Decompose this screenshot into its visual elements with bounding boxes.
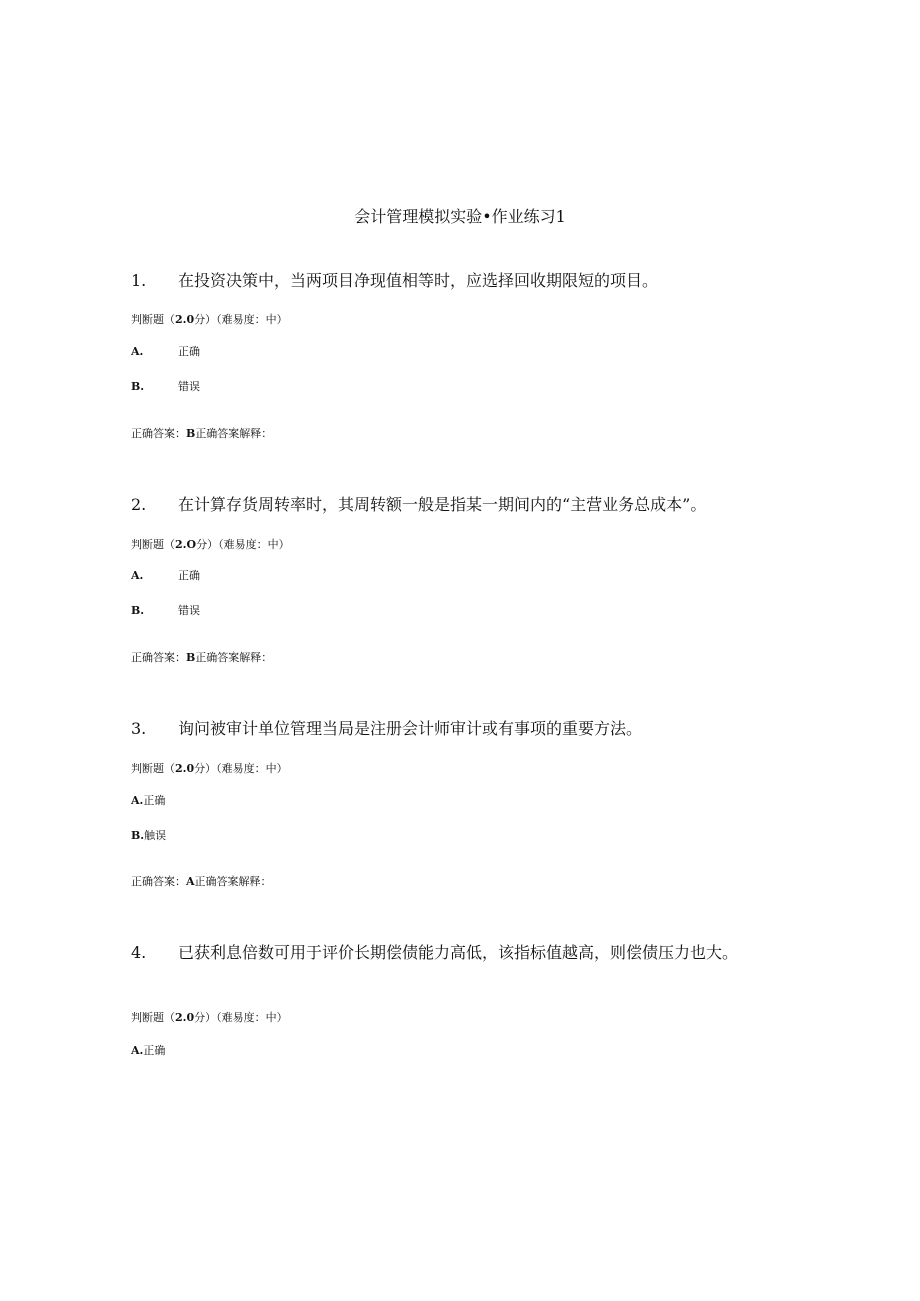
question-1-option-a[interactable] [131, 344, 200, 360]
question-3-option-a[interactable] [131, 793, 165, 809]
answer-value: A [186, 875, 195, 888]
explanation-label: 正确答案解释： [195, 651, 273, 664]
question-difficulty: 分）（难易度：中） [194, 1011, 288, 1024]
question-difficulty: 分）（难易度：中） [194, 762, 288, 775]
question-number: 4. [131, 943, 147, 962]
option-letter: A. [131, 794, 144, 807]
question-3-option-b[interactable] [131, 828, 166, 844]
question-number: 2. [131, 495, 147, 514]
question-type: 判断题（ [131, 538, 175, 551]
option-text: 正确 [178, 569, 200, 582]
question-1 [131, 268, 771, 294]
question-1-answer [131, 426, 272, 442]
option-text: 正确 [143, 794, 166, 807]
question-4-option-a[interactable] [131, 1043, 165, 1059]
option-text: 触误 [144, 829, 167, 842]
question-type: 判断题（ [131, 762, 175, 775]
question-2-option-b[interactable] [131, 603, 200, 619]
question-2-meta [131, 537, 290, 553]
explanation-label: 正确答案解释： [194, 875, 272, 888]
option-letter: A. [131, 345, 144, 358]
question-score: 2.0 [175, 313, 195, 326]
question-score: 2.O [175, 538, 197, 551]
question-score: 2.0 [175, 1011, 195, 1024]
option-letter: A. [131, 569, 144, 582]
answer-value: B [186, 427, 196, 440]
explanation-label: 正确答案解释： [195, 427, 273, 440]
question-2 [131, 492, 771, 518]
option-text: 错误 [178, 604, 200, 617]
question-text: 在计算存货周转率时，其周转额一般是指某一期间内的“主营业务总成本”。 [178, 495, 707, 514]
option-letter: B. [131, 829, 145, 842]
question-text: 已获利息倍数可用于评价长期偿债能力高低，该指标值越高，则偿债压力也大。 [178, 943, 739, 962]
question-1-meta [131, 312, 288, 328]
question-3 [131, 716, 771, 742]
option-letter: B. [131, 380, 145, 393]
option-text: 错误 [178, 380, 200, 393]
question-3-meta [131, 761, 288, 777]
option-text: 正确 [143, 1044, 166, 1057]
answer-label: 正确答案： [131, 427, 186, 440]
question-number: 3. [131, 719, 147, 738]
option-text: 正确 [178, 345, 200, 358]
option-letter: B. [131, 604, 145, 617]
question-2-option-a[interactable] [131, 568, 200, 584]
question-2-answer [131, 650, 272, 666]
question-4 [131, 940, 751, 966]
question-number: 1. [131, 271, 147, 290]
question-text: 在投资决策中，当两项目净现值相等时，应选择回收期限短的项目。 [178, 271, 659, 290]
question-type: 判断题（ [131, 313, 175, 326]
option-letter: A. [131, 1044, 144, 1057]
page-title: 会计管理模拟实验•作业练习1 [354, 207, 566, 226]
question-3-answer [131, 874, 272, 890]
question-difficulty: 分）（难易度：中） [196, 538, 290, 551]
question-4-meta [131, 1010, 288, 1026]
answer-label: 正确答案： [131, 651, 186, 664]
question-difficulty: 分）（难易度：中） [194, 313, 288, 326]
answer-value: B [186, 651, 196, 664]
answer-label: 正确答案： [131, 875, 186, 888]
question-text: 询问被审计单位管理当局是注册会计师审计或有事项的重要方法。 [178, 719, 643, 738]
question-score: 2.0 [175, 762, 195, 775]
question-1-option-b[interactable] [131, 379, 200, 395]
question-type: 判断题（ [131, 1011, 175, 1024]
